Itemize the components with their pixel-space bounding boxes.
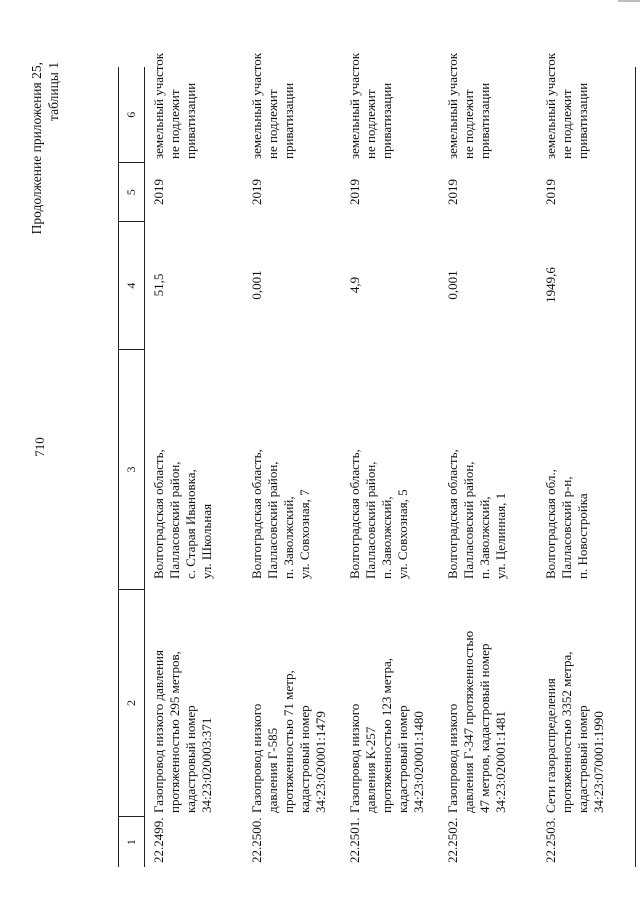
object-note-line: приватизации: [575, 82, 590, 159]
column-header-6: 6: [119, 67, 144, 163]
object-year: 2019: [347, 179, 362, 205]
object-address-line: п. Заволжский,: [281, 496, 296, 579]
object-value: 0,001: [249, 270, 264, 300]
object-note-line: земельный участок: [445, 52, 460, 159]
object-name-line: 47 метров, кадастровый номер: [477, 643, 492, 813]
object-address-line: ул. Совхозная, 5: [395, 489, 410, 579]
object-address-line: ул. Совхозная, 7: [297, 489, 312, 579]
object-note: [341, 52, 439, 163]
object-name-line: протяженностью 71 метр,: [281, 670, 296, 813]
object-address-line: Волгоградская область,: [249, 449, 264, 579]
object-address-line: Палласовский район,: [363, 461, 378, 579]
object-name: [145, 589, 243, 817]
object-value: 0,001: [445, 270, 460, 300]
object-name-line: протяженностью 3352 метра,: [559, 651, 574, 813]
object-name-line: 34:23:020001:1479: [313, 711, 328, 813]
object-note-line: земельный участок: [347, 52, 362, 159]
object-note: [537, 52, 635, 163]
table-row: [145, 52, 243, 867]
object-note-line: земельный участок: [249, 52, 264, 159]
table-row: [341, 52, 439, 867]
object-year: 2019: [249, 179, 264, 205]
object-note: [145, 52, 243, 163]
object-address-line: с. Старая Ивановка,: [183, 469, 198, 579]
object-note: [243, 52, 341, 163]
object-name-line: Газопровод низкого: [249, 703, 264, 813]
object-year: 2019: [445, 179, 460, 205]
object-address-line: ул. Целинная, 1: [493, 492, 508, 579]
object-name-line: Сети газораспределения: [543, 678, 558, 813]
object-value: 51,5: [151, 273, 166, 297]
object-name-line: давления Г-347 протяженностью: [461, 630, 476, 813]
object-name-line: давления К-257: [363, 726, 378, 813]
object-address-line: п. Новостройка: [575, 493, 590, 579]
object-name-line: 34:23:070001:1990: [591, 711, 606, 813]
object-note-line: не подлежит: [167, 89, 182, 159]
object-note-line: приватизации: [183, 82, 198, 159]
object-name-line: кадастровый номер: [183, 705, 198, 813]
object-address-line: Волгоградская область,: [151, 449, 166, 579]
object-address: [439, 349, 537, 589]
object-name-line: Газопровод низкого: [347, 703, 362, 813]
object-note-line: не подлежит: [559, 89, 574, 159]
registry-table: [118, 52, 636, 867]
object-address-line: п. Заволжский,: [477, 496, 492, 579]
object-name-line: протяженностью 295 метров,: [167, 651, 182, 813]
table-row: [439, 52, 537, 867]
object-name: [537, 589, 635, 817]
column-header-1: 1: [124, 839, 138, 846]
object-value: 4,9: [347, 276, 362, 294]
object-note: [439, 52, 537, 163]
object-note-line: приватизации: [281, 82, 296, 159]
column-header-5: 5: [119, 163, 144, 222]
object-address: [145, 349, 243, 589]
object-name-line: Газопровод низкого: [445, 703, 460, 813]
object-value: 1949,6: [543, 267, 558, 303]
object-name-line: кадастровый номер: [297, 705, 312, 813]
table-row: [537, 52, 635, 867]
object-address-line: Волгоградская область,: [347, 449, 362, 579]
object-note-line: земельный участок: [543, 52, 558, 159]
row-number: 22.2501.: [347, 817, 362, 863]
object-note-line: приватизации: [379, 82, 394, 159]
row-number: 22.2502.: [445, 817, 460, 863]
object-note-line: не подлежит: [363, 89, 378, 159]
object-year: 2019: [151, 179, 166, 205]
object-address-line: Волгоградская область,: [445, 449, 460, 579]
object-name-line: протяженностью 123 метра,: [379, 657, 394, 813]
table-row: [243, 52, 341, 867]
object-name-line: кадастровый номер: [575, 705, 590, 813]
column-header-4: 4: [119, 222, 144, 350]
object-note-line: приватизации: [477, 82, 492, 159]
object-address: [341, 349, 439, 589]
row-number: 22.2503.: [543, 817, 558, 863]
table-body: [145, 52, 635, 867]
object-note-line: не подлежит: [265, 89, 280, 159]
object-address-line: Палласовский район,: [167, 461, 182, 579]
row-number: 22.2500.: [249, 817, 264, 863]
column-header-2: 2: [119, 590, 144, 818]
object-address: [243, 349, 341, 589]
object-address-line: Палласовский р-н,: [559, 476, 574, 579]
page-number: 710: [32, 437, 47, 457]
continuation-line-2: таблицы 1: [46, 62, 61, 121]
column-header-3: 3: [119, 350, 144, 590]
object-note-line: не подлежит: [461, 89, 476, 159]
object-name: [341, 589, 439, 817]
object-name-line: 34:23:020001:1481: [493, 711, 508, 813]
object-year: 2019: [543, 179, 558, 205]
object-name-line: кадастровый номер: [395, 705, 410, 813]
object-note-line: земельный участок: [151, 52, 166, 159]
object-address-line: Волгоградская обл.,: [543, 469, 558, 579]
object-address-line: ул. Школьная: [199, 503, 214, 579]
object-name: [439, 589, 537, 817]
object-address: [537, 349, 635, 589]
continuation-line-1: Продолжение приложения 25,: [29, 62, 44, 235]
object-name: [243, 589, 341, 817]
object-name-line: давления Г-585: [265, 727, 280, 813]
object-name-line: 34:23:020003:371: [199, 717, 214, 813]
object-address-line: Палласовский район,: [461, 461, 476, 579]
object-address-line: Палласовский район,: [265, 461, 280, 579]
object-name-line: 34:23:020001:1480: [411, 711, 426, 813]
table-header-row: [119, 67, 145, 867]
object-address-line: п. Заволжский,: [379, 496, 394, 579]
object-name-line: Газопровод низкого давления: [151, 650, 166, 813]
continuation-heading: [28, 62, 62, 234]
row-number: 22.2499.: [151, 817, 166, 863]
